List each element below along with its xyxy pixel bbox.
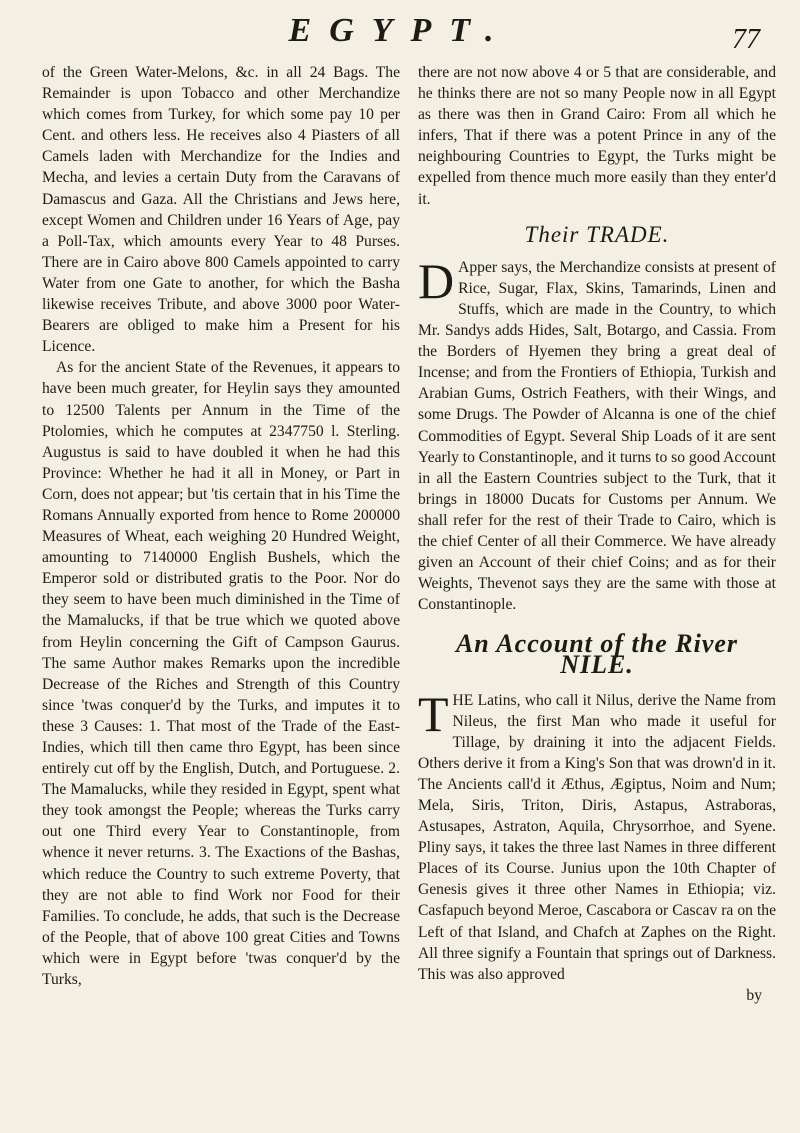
section-heading-trade: Their TRADE.	[524, 221, 670, 247]
section-heading-nile: An Account of the River NILE.	[455, 629, 739, 680]
left-column	[42, 62, 400, 990]
catchword: by	[746, 986, 762, 1004]
paragraph-nile	[418, 685, 776, 985]
drop-capital: T	[418, 685, 449, 742]
paragraph: there are not now above 4 or 5 that are considerable, and he thinks there are not so many People now in all Egypt as there was then in Grand Cairo: From all which he infers, That if there was a potent Prince in any of the neighbouring Countries to Egypt, the Turks might be expelled from thence much more easily than they enter'd it.	[418, 64, 776, 208]
running-head	[0, 12, 800, 62]
right-column	[418, 62, 776, 1006]
paragraph: As for the ancient State of the Revenues, it appears to have been much greater, for Heylin says they amounted to 12500 Talents per Annum in the Time of the Ptolomies, which he computes at 2347750 l. Sterling. Augustus is said to have doubled it when he had this Province: Whether he had it all in Money, or Part in Corn, does not appear; but 'tis certain that in his Time the Romans Annually exported from hence to Rome 200000 Measures of Wheat, each weighing 20 Hundred Weight, amounting to 7140000 English Bushels, which the Emperor sold or distributed gratis to the Poor. Nor do they seem to have been much diminished in the Time of the Mamalucks, if that be true which we quoted above from Heylin concerning the Gift of Campson Gaurus. The same Author makes Remarks upon the incredible Decrease of the Riches and Strength of this Country since 'twas conquer'd by the Turks, and imputes it to these 3 Causes: 1. That most of the Trade of the East-Indies, which till then came thro Egypt, has been since entirely cut off by the English, Dutch, and Portuguese. 2. The Mamalucks, while they resided in Egypt, spent what they took amongst the People; whereas the Turks carry out one Third every Year to Constantinople, from whence it never returns. 3. The Exactions of the Bashas, which reduce the Country to such extreme Poverty, that they are not able to find Work nor Food for their Families. To conclude, he adds, that such is the Decrease of the People, that of above 100 great Cities and Towns which were in Egypt before 'twas conquer'd by the Turks,	[42, 359, 400, 989]
page-number: 77	[732, 24, 760, 55]
running-title: EGYPT.	[288, 12, 512, 49]
drop-capital: D	[418, 252, 455, 309]
paragraph-trade	[418, 252, 776, 616]
paragraph-text: Apper says, the Merchandize consists at present of Rice, Sugar, Flax, Skins, Tamarinds, Linen and Stuffs, which are made in the Country, to which Mr. Sandys adds Hides, Salt, Botargo, and Cassia. From the Borders of Hyemen they bring a great deal of Incense; and from the Frontiers of Ethiopia, Turkish and Arabian Gums, Ostrich Feathers, with their Wings, and some Drugs. The Powder of Alcanna is one of the chief Commodities of Egypt. Several Ship Loads of it are sent Yearly to Constantinople, and it turns to so good Account in all the Eastern Countries subject to the Turk, that it brings in 18000 Ducats for Customs per Annum. We shall refer for the rest of their Trade to Cairo, which is the chief Center of all their Commerce. We have already given an Account of their chief Coins; and as for their Weights, Thevenot says they are the same with those at Constantinople.	[418, 258, 776, 614]
paragraph: of the Green Water-Melons, &c. in all 24 Bags. The Remainder is upon Tobacco and other Merchandize which comes from Turkey, for which some pay 10 per Cent. and others less. He receives also 4 Piasters of all Camels laden with Merchandize for the Indies and Mecha, and levies a certain Duty from the Caravans of Damascus and Gaza. All the Christians and Jews here, except Women and Children under 16 Years of Age, pay a Poll-Tax, which amounts every Year to 48 Purses. There are in Cairo above 800 Camels appointed to carry Water from one Gate to another, for which the Basha likewise receives Tribute, and above 3000 poor Water-Bearers are obliged to make him a Present for his Licence.	[42, 64, 400, 356]
paragraph-text: HE Latins, who call it Nilus, derive the Name from Nileus, the first Man who made it useful for Tillage, by draining it into the adjacent Fields. Others derive it from a King's Son that was drown'd in it. The Ancients call'd it Æthus, Ægiptus, Noim and Num; Mela, Siris, Triton, Diris, Astapus, Astraboras, Astusapes, Astraton, Aquila, Chrysorrhoe, and Syene. Pliny says, it takes the three last Names in three different Places of its Course. Junius upon the 10th Chapter of Genesis gives it three other Names in Ethiopia; viz. Casfapuch beyond Meroe, Cascabora or Cascav ra on the Left of that Island, and Chafch at Zaphes on the Right. All three signify a Fountain that springs out of Darkness. This was also approved	[418, 691, 776, 983]
